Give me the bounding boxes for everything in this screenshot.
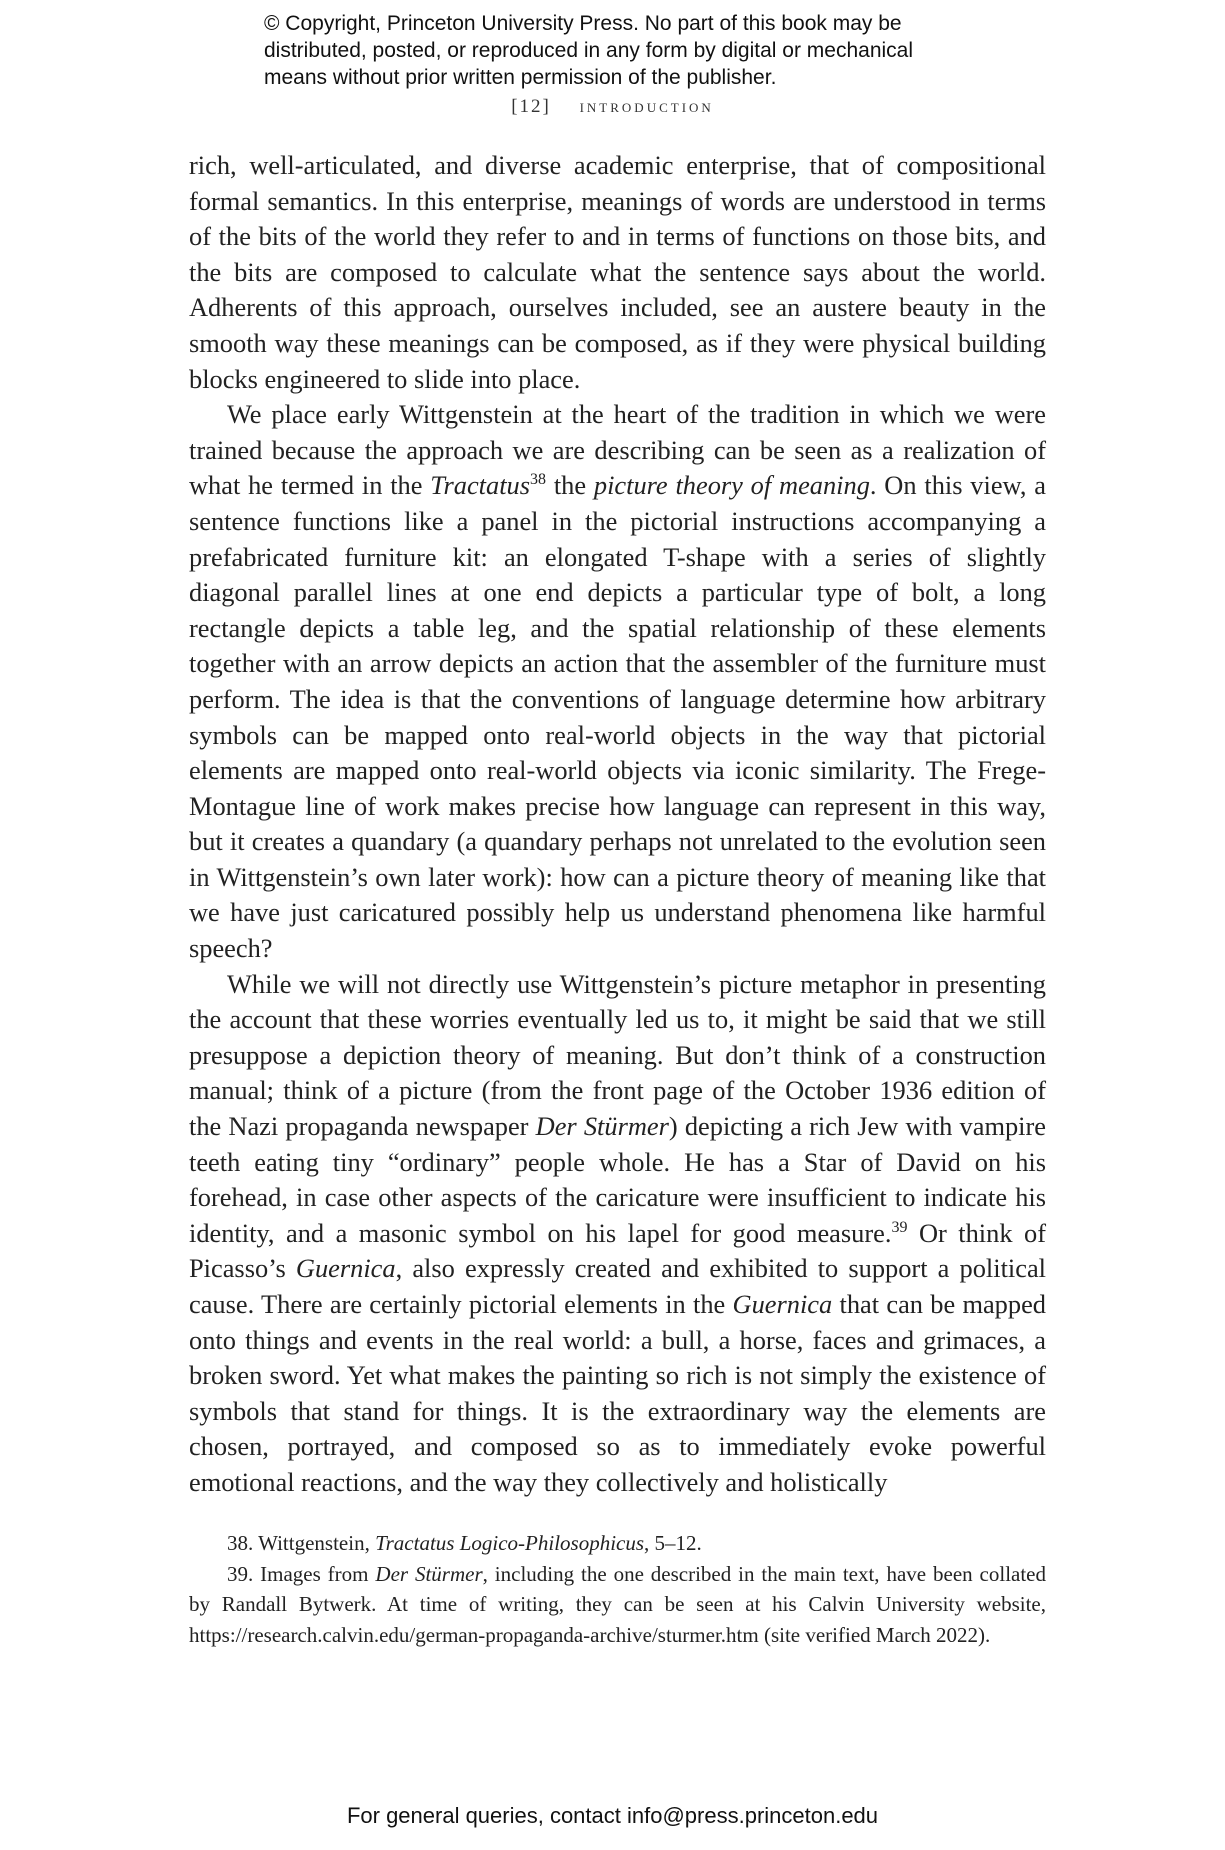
- page-number: [12]: [511, 96, 551, 117]
- footnote-ref-38[interactable]: 38: [530, 471, 547, 489]
- paragraph-3-text-d: , also expressly created and exhibited to support a political cause. There are certainly pictorial elements in the: [189, 1253, 1047, 1319]
- footnote-39-text-a: 39. Images from: [227, 1561, 376, 1586]
- paragraph-3-text-a: While we will not directly use Wittgenstein’s picture metaphor in presenting the account that these worries eventually led us to, it might be said that we still presuppose a depiction theory of meaning. But don’t think of a construction manual; think of a picture (from the front page of the October 1936 edition of the Nazi propaganda newspaper: [189, 968, 1046, 1142]
- paragraph-2-text-c: . On this view, a sentence functions like a panel in the pictorial instructions accompanying a prefabricated furniture kit: an elongated T-shape with a series of slightly diagonal parallel lines at one end depicts a particular type of bolt, a long rectangle depicts a table leg, and the spatial relationship of these elements together with an arrow depicts an action that the assembler of the furniture must perform. The idea is that the conventions of language determine how arbitrary symbols can be mapped onto real-world objects in the way that pictorial elements are mapped onto real-world objects via iconic similarity. The Frege-Montague line of work makes precise how language can represent in this way, but it creates a quandary (a quandary perhaps not unrelated to the evolution seen in Wittgenstein’s own later work): how can a picture theory of meaning like that we have just caricatured possibly help us understand phenomena like harmful speech?: [189, 470, 1047, 964]
- running-head: [0, 96, 1225, 118]
- guernica-title-2: Guernica: [732, 1289, 833, 1319]
- footnote-39-title: Der Stürmer: [375, 1561, 483, 1586]
- copyright-line-3: means without prior written permission of the publisher.: [264, 66, 777, 89]
- paragraph-3-text-e: that can be mapped onto things and events in the real world: a bull, a horse, faces and grimaces, a broken sword. Yet what makes the painting so rich is not simply the existence of symbols that stand for things. It is the extraordinary way the elements are chosen, portrayed, and composed so as to immediately evoke powerful emotional reactions, and the way they collectively and holistically: [189, 1289, 1046, 1497]
- paragraph-2: [189, 397, 1046, 967]
- tractatus-title: Tractatus: [430, 470, 531, 501]
- footnote-39: [189, 1559, 1046, 1651]
- paragraph-3-text-b: ) depicting a rich Jew with vampire teeth eating tiny “ordinary” people whole. He has a Star of David on his forehead, in case other aspects of the caricature were insufficient to indicate his identity, and a masonic symbol on his lapel for good measure.: [189, 1111, 1046, 1248]
- paragraph-1: rich, well-articulated, and diverse academic enterprise, that of compositional formal semantics. In this enterprise, meanings of words are understood in terms of the bits of the world they refer to and in terms of functions on those bits, and the bits are composed to calculate what the sentence says about the world. Adherents of this approach, ourselves included, see an austere beauty in the smooth way these meanings can be composed, as if they were physical building blocks engineered to slide into place.: [189, 150, 1046, 394]
- paragraph-3-text-c: Or think of Picasso’s: [189, 1217, 1047, 1284]
- footnote-38-text-b: , 5–12.: [644, 1531, 702, 1555]
- paragraph-2-text-b: the: [546, 470, 594, 501]
- contact-footer: For general queries, contact info@press.princeton.edu: [346, 1803, 879, 1828]
- paragraph-3: [189, 967, 1046, 1501]
- copyright-line-2: distributed, posted, or reproduced in any form by digital or mechanical: [264, 39, 914, 62]
- copyright-notice: [264, 10, 984, 91]
- picture-theory-term: picture theory of meaning: [593, 470, 870, 501]
- copyright-line-1: © Copyright, Princeton University Press. No part of this book may be: [264, 12, 902, 35]
- footnote-38-text-a: 38. Wittgenstein,: [227, 1531, 376, 1555]
- footnotes: [189, 1528, 1046, 1650]
- footnote-ref-39[interactable]: 39: [891, 1218, 908, 1236]
- footnote-39-text-b: , including the one described in the main text, have been collated by Randall Bytwerk. At time of writing, they can be seen at his Calvin University website, https://research.calvin.edu/german-propaganda-archive/sturmer.htm (site verified March 2022).: [189, 1561, 1046, 1647]
- main-text: [189, 148, 1046, 1501]
- paragraph-2-text-a: We place early Wittgenstein at the heart of the tradition in which we were trained because the approach we are describing can be seen as a realization of what he termed in the: [189, 399, 1046, 501]
- guernica-title-1: Guernica: [295, 1253, 396, 1284]
- der-sturmer-title: Der Stürmer: [535, 1111, 669, 1142]
- footnote-38: [189, 1528, 1046, 1559]
- footnote-38-title: Tractatus Logico-Philosophicus: [375, 1531, 645, 1555]
- section-title: introduction: [579, 96, 714, 117]
